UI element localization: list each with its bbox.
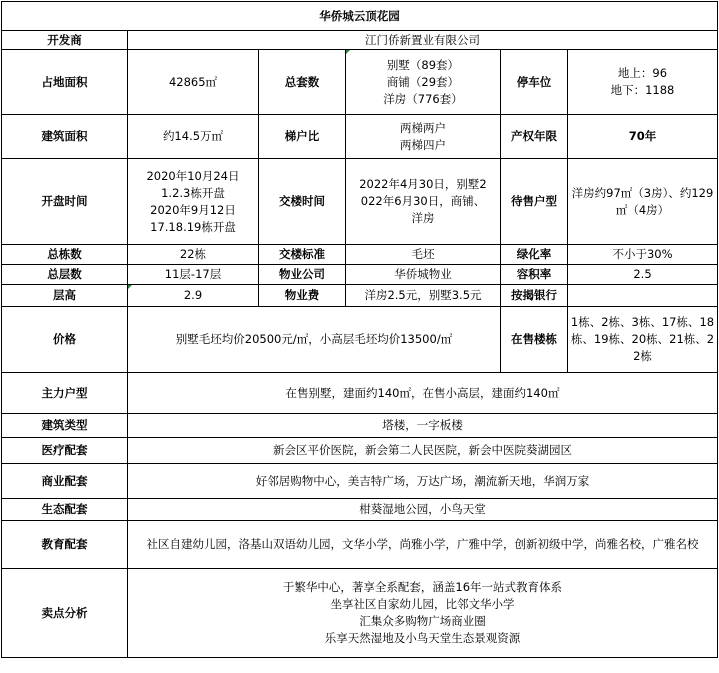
total-floors-value: 11层-17层 — [128, 265, 259, 285]
ecology-value: 柑葵湿地公园，小鸟天堂 — [128, 499, 718, 521]
price-value: 别墅毛坯均价20500元/㎡，小高层毛坯均价13500/㎡ — [128, 307, 501, 373]
for-sale-type-label: 待售户型 — [501, 159, 568, 245]
selling-point-line: 乐享天然湿地及小鸟天堂生态景观资源 — [324, 631, 521, 645]
selling-points-value — [128, 569, 718, 658]
handover-standard-label: 交楼标准 — [259, 245, 346, 265]
total-buildings-label: 总栋数 — [2, 245, 128, 265]
building-type-value: 塔楼，一字板楼 — [128, 414, 718, 438]
handover-time-value: 2022年4月30日，别墅2022年6月30日，商铺、洋房 — [346, 159, 501, 245]
total-units-line: 洋房（776套） — [383, 91, 463, 106]
total-units-line: 别墅（89套） — [386, 57, 460, 72]
main-unit-label: 主力户型 — [2, 373, 128, 414]
sheet-title: 华侨城云顶花园 — [2, 2, 718, 31]
greening-rate-label: 绿化率 — [501, 245, 568, 265]
floor-area-label: 建筑面积 — [2, 115, 128, 159]
opening-time-label: 开盘时间 — [2, 159, 128, 245]
commercial-value: 好邻居购物中心，美吉特广场，万达广场，潮流新天地，华润万家 — [128, 464, 718, 499]
elevator-ratio-value — [346, 115, 501, 159]
developer-label: 开发商 — [2, 31, 128, 50]
total-units-line: 商铺（29套） — [386, 74, 460, 89]
education-value: 社区自建幼儿园，洛基山双语幼儿园，文华小学，尚雅小学，广雅中学，创新初级中学，尚雅名校，广雅名校 — [128, 521, 718, 569]
elevator-ratio-line: 两梯四户 — [400, 137, 446, 152]
mortgage-bank-label: 按揭银行 — [501, 285, 568, 307]
opening-time-line: 1.2.3栋开盘 — [161, 185, 225, 200]
plot-ratio-label: 容积率 — [501, 265, 568, 285]
ecology-label: 生态配套 — [2, 499, 128, 521]
parking-line: 地上：96 — [617, 66, 668, 80]
land-area-label: 占地面积 — [2, 50, 128, 115]
education-label: 教育配套 — [2, 521, 128, 569]
opening-time-line: 2020年10月24日 — [146, 168, 240, 183]
parking-line: 地下：1188 — [610, 83, 675, 97]
on-sale-buildings-label: 在售楼栋 — [501, 307, 568, 373]
floor-area-value: 约14.5万㎡ — [128, 115, 259, 159]
plot-ratio-value: 2.5 — [568, 265, 718, 285]
total-floors-label: 总层数 — [2, 265, 128, 285]
opening-time-value — [128, 159, 259, 245]
floor-height-value: 2.9 — [128, 285, 259, 307]
selling-points-label: 卖点分析 — [2, 569, 128, 658]
handover-time-label: 交楼时间 — [259, 159, 346, 245]
opening-time-line: 17.18.19栋开盘 — [150, 219, 236, 234]
developer-value: 江门侨新置业有限公司 — [128, 31, 718, 50]
for-sale-type-value: 洋房约97㎡（3房）、约129㎡（4房） — [568, 159, 718, 245]
property-company-label: 物业公司 — [259, 265, 346, 285]
medical-label: 医疗配套 — [2, 438, 128, 464]
main-unit-value: 在售别墅，建面约140㎡，在售小高层，建面约140㎡ — [128, 373, 718, 414]
property-term-label: 产权年限 — [501, 115, 568, 159]
property-term-value: 70年 — [568, 115, 718, 159]
price-label: 价格 — [2, 307, 128, 373]
parking-value — [568, 50, 718, 115]
mortgage-bank-value — [568, 285, 718, 307]
selling-point-line: 汇集众多购物广场商业圈 — [359, 614, 486, 628]
property-fee-label: 物业费 — [259, 285, 346, 307]
selling-point-line: 于繁华中心，著享全系配套，涵盖16年一站式教育体系 — [282, 580, 563, 594]
total-units-value — [346, 50, 501, 115]
commercial-label: 商业配套 — [2, 464, 128, 499]
total-units-label: 总套数 — [259, 50, 346, 115]
elevator-ratio-label: 梯户比 — [259, 115, 346, 159]
total-buildings-value: 22栋 — [128, 245, 259, 265]
floor-height-label: 层高 — [2, 285, 128, 307]
medical-value: 新会区平价医院，新会第二人民医院，新会中医院葵湖园区 — [128, 438, 718, 464]
on-sale-buildings-value: 1栋、2栋、3栋、17栋、18栋、19栋、20栋、21栋、22栋 — [568, 307, 718, 373]
handover-standard-value: 毛坯 — [346, 245, 501, 265]
selling-point-line: 坐享社区自家幼儿园，比邻文华小学 — [330, 597, 515, 611]
opening-time-line: 2020年9月12日 — [150, 202, 236, 217]
greening-rate-value: 不小于30% — [568, 245, 718, 265]
project-info-table — [1, 1, 718, 658]
land-area-value: 42865㎡ — [128, 50, 259, 115]
elevator-ratio-line: 两梯两户 — [400, 120, 446, 135]
property-fee-value: 洋房2.5元，别墅3.5元 — [346, 285, 501, 307]
parking-label: 停车位 — [501, 50, 568, 115]
property-company-value: 华侨城物业 — [346, 265, 501, 285]
building-type-label: 建筑类型 — [2, 414, 128, 438]
